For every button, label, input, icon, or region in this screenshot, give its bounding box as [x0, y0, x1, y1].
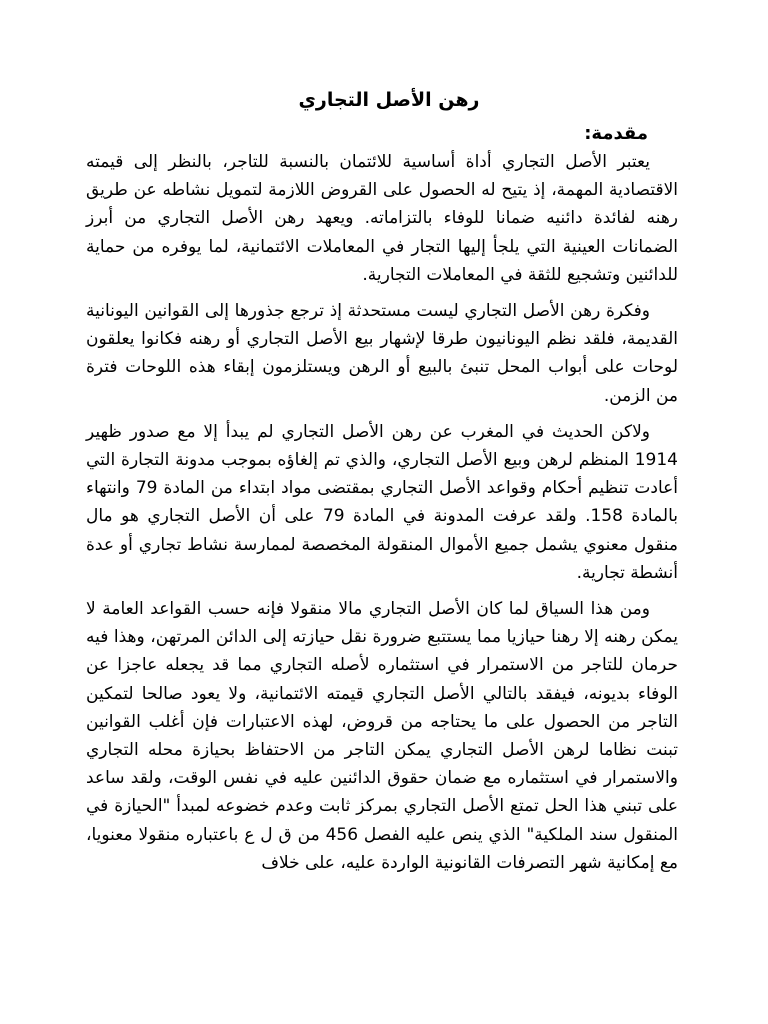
- paragraph-1: يعتبر الأصل التجاري أداة أساسية للائتمان بالنسبة للتاجر، بالنظر إلى قيمته الاقتصادية المهمة، إذ يتيح له الحصول على القروض اللازمة لتمويل نشاطه عن طريق رهنه لفائدة دائنيه ضمانا للوفاء بالتزاماته. ويعهد رهن الأصل التجاري من أبرز الضمانات العينية التي يلجأ إليها التجار في المعاملات الائتمانية، لما يوفره من حماية للدائنين وتشجيع للثقة في المعاملات التجارية.: [86, 152, 678, 285]
- document-page: [86, 82, 678, 885]
- paragraph-4: ومن هذا السياق لما كان الأصل التجاري مالا منقولا فإنه حسب القواعد العامة لا يمكن رهنه إلا رهنا حيازيا مما يستتبع ضرورة نقل حيازته إلى الدائن المرتهن، وهذا فيه حرمان للتاجر من الاستمرار في استثماره لأصله التجاري مما قد يجعله عاجزا عن الوفاء بديونه، فيفقد بالتالي الأصل التجاري قيمته الائتمانية، ولا يعود صالحا لتمكين التاجر من الحصول على ما يحتاجه من قروض، لهذه الاعتبارات فإن أغلب القوانين تبنت نظاما لرهن الأصل التجاري يمكن التاجر من الاحتفاظ بحيازة محله التجاري والاستمرار في استثماره مع ضمان حقوق الدائنين عليه في نفس الوقت، ولقد ساعد على تبني هذا الحل تمتع الأصل التجاري بمركز ثابت وعدم خضوعه لمبدأ "الحيازة في المنقول سند الملكية" الذي ينص عليه الفصل 456 من ق ل ع باعتباره منقولا معنويا، مع إمكانية شهر التصرفات القانونية الواردة عليه، على خلاف: [86, 599, 678, 873]
- paragraph-3: ولاكن الحديث في المغرب عن رهن الأصل التجاري لم يبدأ إلا مع صدور ظهير 1914 المنظم لرهن وبيع الأصل التجاري، والذي تم إلغاؤه بموجب مدونة التجارة التي أعادت تنظيم أحكام وقواعد الأصل التجاري بمقتضى مواد ابتداء من المادة 79 وانتهاء بالمادة 158. ولقد عرفت المدونة في المادة 79 على أن الأصل التجاري هو مال منقول معنوي يشمل جميع الأموال المنقولة المخصصة لممارسة نشاط تجاري أو عدة أنشطة تجارية.: [86, 421, 678, 583]
- section-heading-introduction: مقدمة:: [584, 123, 648, 144]
- paragraph-2: وفكرة رهن الأصل التجاري ليست مستحدثة إذ ترجع جذورها إلى القوانين اليونانية القديمة، فلقد نظم اليونانيون طرقا لإشهار بيع الأصل التجاري أو رهنه فكانوا يعلقون لوحات على أبواب المحل تنبئ بالبيع أو الرهن ويستلزمون إبقاء هذه اللوحات فترة من الزمن.: [86, 301, 678, 406]
- document-title: رهن الأصل التجاري: [298, 89, 480, 111]
